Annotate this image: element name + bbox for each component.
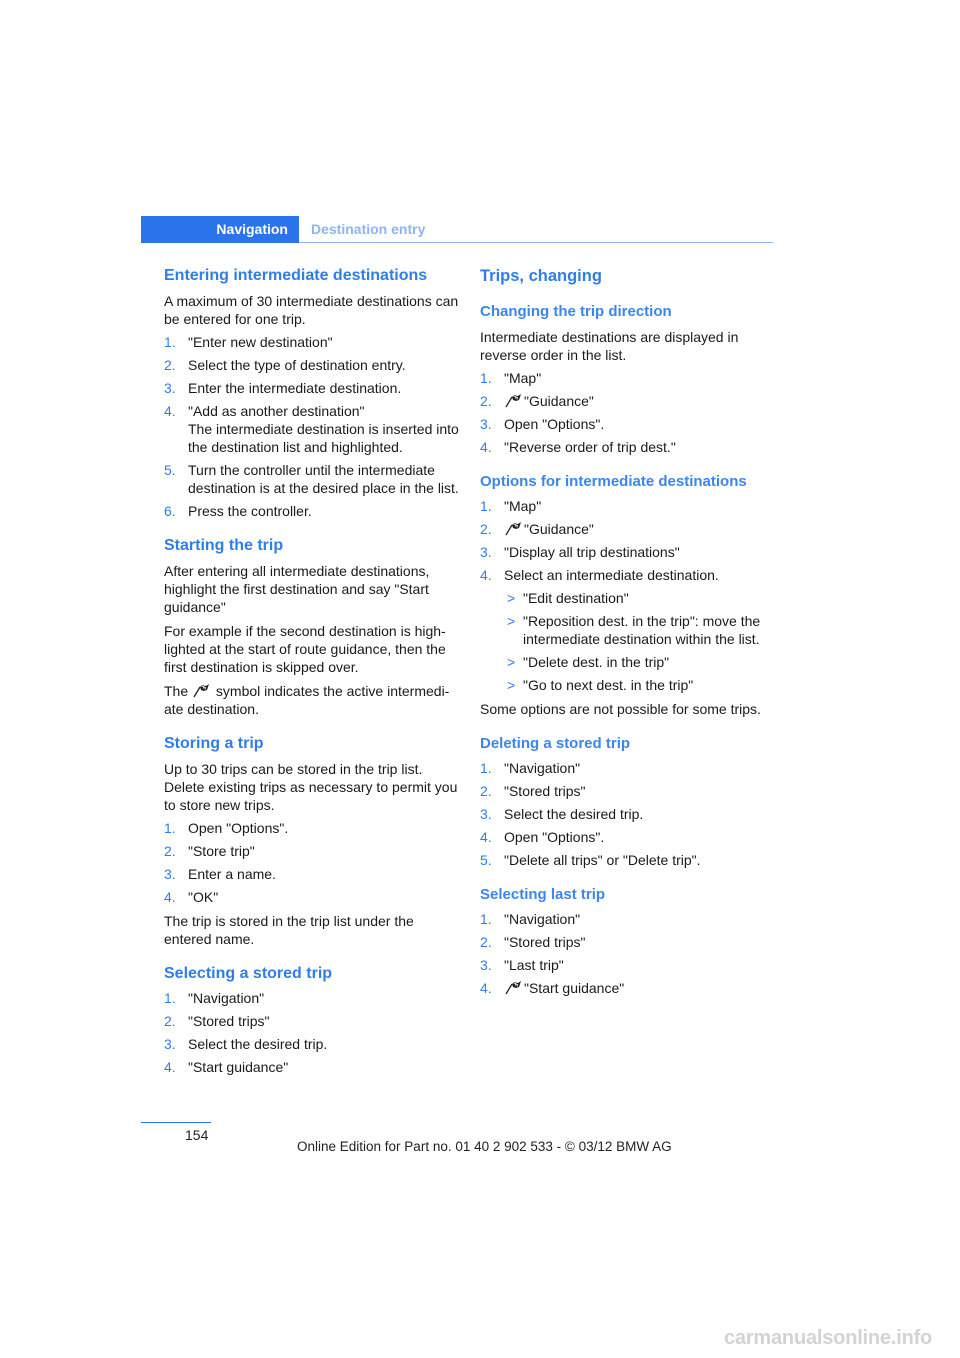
list-item: 1. "Navigation" [164,990,265,1006]
list-item: 1. "Map" [480,370,542,386]
list-item: 1. "Navigation" [480,911,581,927]
list-item: 4. "Reverse order of trip dest." [480,439,676,455]
heading-selecting-stored-trip: Selecting a stored trip [164,965,333,982]
heading-selecting-last-trip: Selecting last trip [480,886,606,903]
heading-trips-changing: Trips, changing [480,267,602,285]
list-item: 3. Select the desired trip. [480,806,644,822]
paragraph: Intermediate destinations are displayed in reverse order in the list. [480,329,739,363]
edition-note: Online Edition for Part no. 01 40 2 902 533 - © 03/12 BMW AG [297,1139,672,1154]
list-item: 5. "Delete all trips" or "Delete trip". [480,852,701,868]
page-header [141,216,773,243]
list-item: 1. "Navigation" [480,760,581,776]
list-item: 2. "Stored trips" [480,783,586,799]
list-item: 2. Select the type of destination entry. [164,357,406,373]
bullet-item: > "Delete dest. in the trip" [507,654,670,670]
checkered-flag-icon [504,981,522,995]
paragraph: After entering all intermediate destinations, highlight the first destination and say "Start guidance" [164,563,430,615]
watermark: carmanualsonline.info [724,1327,933,1349]
bullet-item: > "Edit destination" [507,590,629,606]
list-item: 3. "Display all trip destinations" [480,544,680,560]
paragraph: Some options are not possible for some trips. [480,701,761,717]
list-item: 3. Select the desired trip. [164,1036,328,1052]
list-item: 6. Press the controller. [164,503,312,519]
list-item: 1. Open "Options". [164,820,289,836]
paragraph: For example if the second destination is high-lighted at the start of route guidance, then the first destination is skipped over. [164,623,446,675]
list-item: 3. Enter a name. [164,866,276,882]
list-item: 5. Turn the controller until the intermediate destination is at the desired place in the list. [164,462,459,496]
header-rule [299,242,773,243]
paragraph: A maximum of 30 intermediate destinations can be entered for one trip. [164,293,459,327]
checkered-flag-icon [504,522,522,536]
checkered-flag-icon [504,394,522,408]
paragraph: Up to 30 trips can be stored in the trip list. Delete existing trips as necessary to permit you to store new trips. [164,761,458,813]
list-item: 3. Open "Options". [480,416,605,432]
heading-options-intermediate: Options for intermediate destinations [480,473,747,490]
list-item: 4. "Add as another destination" The intermediate destination is inserted into the destination list and highlighted. [164,403,459,455]
list-item: 2. "Store trip" [164,843,255,859]
list-item: 2. "Stored trips" [164,1013,270,1029]
footer-rule [141,1122,211,1123]
list-item: 4. "Start guidance" [480,980,625,996]
right-column [480,266,775,997]
heading-storing-trip: Storing a trip [164,735,264,752]
heading-changing-direction: Changing the trip direction [480,303,672,320]
list-item: 4. Open "Options". [480,829,605,845]
checkered-flag-icon [192,684,210,698]
bullet-item: > "Reposition dest. in the trip": move the intermediate destination within the list. [507,613,761,647]
list-item: 3. "Last trip" [480,957,564,973]
list-item: 2. "Guidance" [480,393,594,409]
header-subsection: Destination entry [311,221,426,237]
list-item: 1. "Map" [480,498,542,514]
list-item: 4. "Start guidance" [164,1059,289,1075]
list-item: 2. "Guidance" [480,521,594,537]
list-item: 3. Enter the intermediate destination. [164,380,402,396]
left-column [164,266,459,1076]
paragraph: The trip is stored in the trip list under the entered name. [164,913,414,947]
heading-deleting-stored-trip: Deleting a stored trip [480,735,631,752]
list-item: 4. "OK" [164,889,219,905]
paragraph: The symbol indicates the active intermedi-ate destination. [164,683,450,717]
header-section: Navigation [216,221,288,237]
list-item: 2. "Stored trips" [480,934,586,950]
bullet-item: > "Go to next dest. in the trip" [507,677,694,693]
list-item: 1. "Enter new destination" [164,334,333,350]
heading-entering-intermediate: Entering intermediate destinations [164,267,428,284]
list-item: 4. Select an intermediate destination. [480,567,719,583]
page-number: 154 [185,1127,209,1143]
heading-starting-trip: Starting the trip [164,537,284,554]
